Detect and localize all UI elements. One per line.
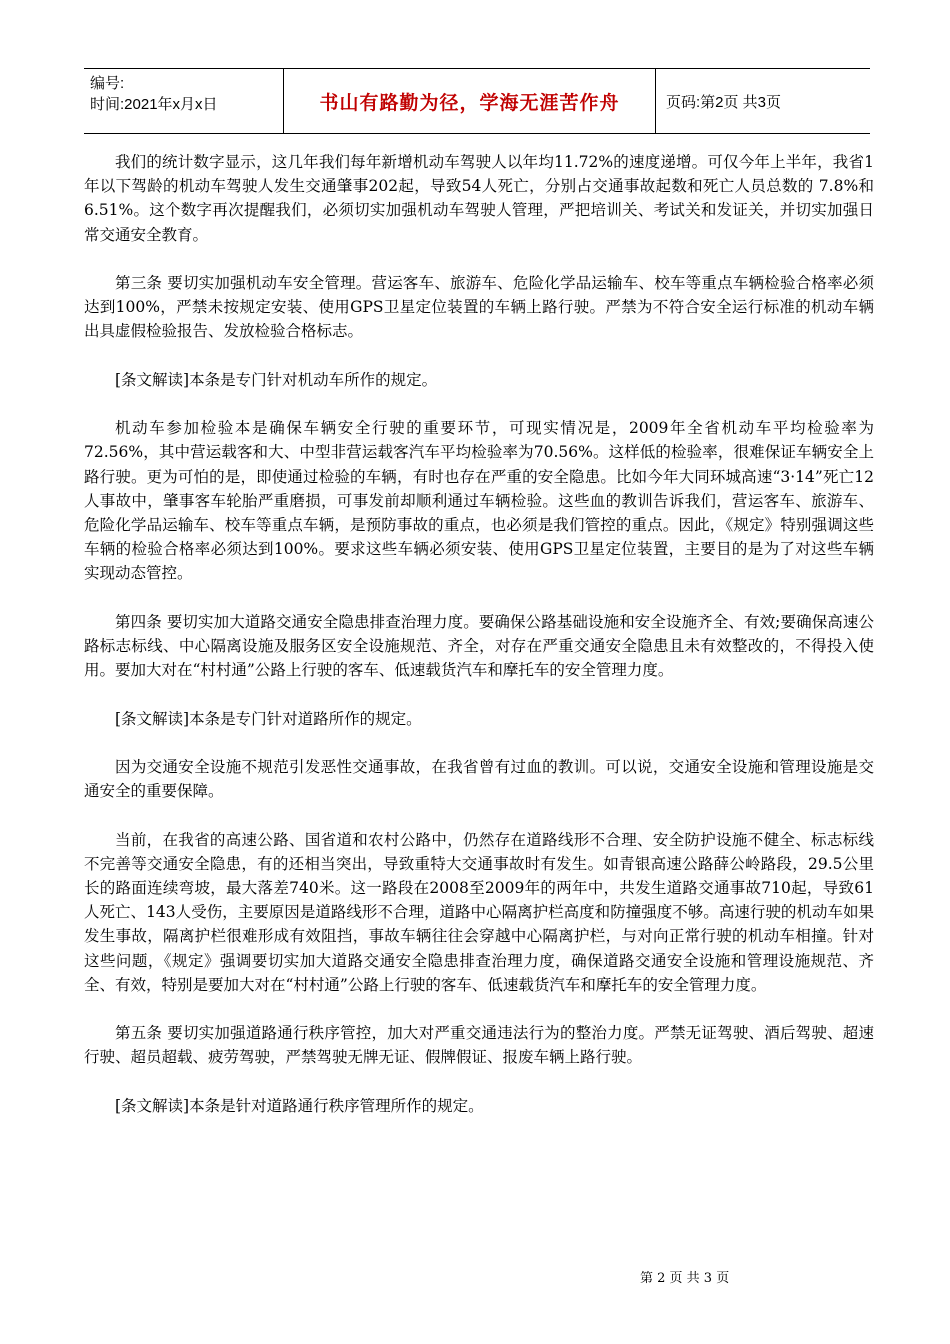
paragraph: 第三条 要切实加强机动车安全管理。营运客车、旅游车、危险化学品运输车、校车等重点车辆检验合格率必须达到100%，严禁未按规定安装、使用GPS卫星定位装置的车辆上路行驶。严禁为不符合安全运行标准的机动车辆出具虚假检验报告、发放检验合格标志。 [84, 274, 874, 341]
document-date: 时间:2021年x月x日 [90, 96, 218, 113]
paragraph: [条文解读]本条是专门针对道路所作的规定。 [115, 709, 422, 728]
header-meta [84, 69, 284, 133]
paragraph: 因为交通安全设施不规范引发恶性交通事故，在我省曾有过血的教训。可以说，交通安全设施和管理设施是交通安全的重要保障。 [84, 757, 874, 801]
paragraph: [条文解读]本条是专门针对机动车所作的规定。 [115, 370, 438, 389]
page-header [84, 68, 870, 134]
paragraph: [条文解读]本条是针对道路通行秩序管理所作的规定。 [115, 1096, 484, 1115]
paragraph: 第四条 要切实加大道路交通安全隐患排查治理力度。要确保公路基础设施和安全设施齐全、有效;要确保高速公路标志标线、中心隔离设施及服务区安全设施规范、齐全，对存在严重交通安全隐患且未有效整改的，不得投入使用。要加大对在“村村通”公路上行驶的客车、低速载货汽车和摩托车的安全管理力度。 [84, 612, 874, 680]
page-footer-number: 第 2 页 共 3 页 [640, 1271, 730, 1286]
paragraph: 我们的统计数字显示，这几年我们每年新增机动车驾驶人以年均11.72%的速度递增。可仅今年上半年，我省1年以下驾龄的机动车驾驶人发生交通肇事202起，导致54人死亡，分别占交通事故起数和死亡人员总数的 7.8%和6.51%。这个数字再次提醒我们，必须切实加强机动车驾驶人管理，严把培训关、考试关和发证关，并切实加强日常交通安全教育。 [84, 153, 874, 244]
paragraph: 第五条 要切实加强道路通行秩序管控，加大对严重交通违法行为的整治力度。严禁无证驾驶、酒后驾驶、超速行驶、超员超载、疲劳驾驶，严禁驾驶无牌无证、假牌假证、报废车辆上路行驶。 [84, 1024, 874, 1067]
document-body [84, 150, 874, 1142]
paragraph: 机动车参加检验本是确保车辆安全行驶的重要环节，可现实情况是，2009年全省机动车平均检验率为72.56%，其中营运载客和大、中型非营运载客汽车平均检验率为70.56%。这样低的检验率，很难保证车辆安全上路行驶。更为可怕的是，即使通过检验的车辆，有时也存在严重的安全隐患。比如今年大同环城高速“3·14”死亡12人事故中，肇事客车轮胎严重磨损，可事发前却顺利通过车辆检验。这些血的教训告诉我们，营运客车、旅游车、危险化学品运输车、校车等重点车辆，是预防事故的重点，也必须是我们管控的重点。因此，《规定》特别强调这些车辆的检验合格率必须达到100%。要求这些车辆必须安装、使用GPS卫星定位装置，主要目的是为了对这些车辆实现动态管控。 [84, 419, 874, 583]
header-motto: 书山有路勤为径，学海无涯苦作舟 [284, 69, 656, 133]
header-page-label: 页码:第2页 共3页 [666, 93, 782, 111]
document-number: 编号: [90, 75, 125, 92]
paragraph: 当前，在我省的高速公路、国省道和农村公路中，仍然存在道路线形不合理、安全防护设施不健全、标志标线不完善等交通安全隐患，有的还相当突出，导致重特大交通事故时有发生。如青银高速公路薛公岭路段，29.5公里长的路面连续弯坡，最大落差740米。这一路段在2008至2009年的两年中，共发生道路交通事故710起，导致61人死亡、143人受伤，主要原因是道路线形不合理，道路中心隔离护栏高度和防撞强度不够。高速行驶的机动车如果发生事故，隔离护栏很难形成有效阻挡，事故车辆往往会穿越中心隔离护栏，与对向正常行驶的机动车相撞。针对这些问题，《规定》强调要切实加大道路交通安全隐患排查治理力度，确保道路交通安全设施和管理设施规范、齐全、有效，特别是要加大对在“村村通”公路上行驶的客车、低速载货汽车和摩托车的安全管理力度。 [84, 830, 874, 994]
